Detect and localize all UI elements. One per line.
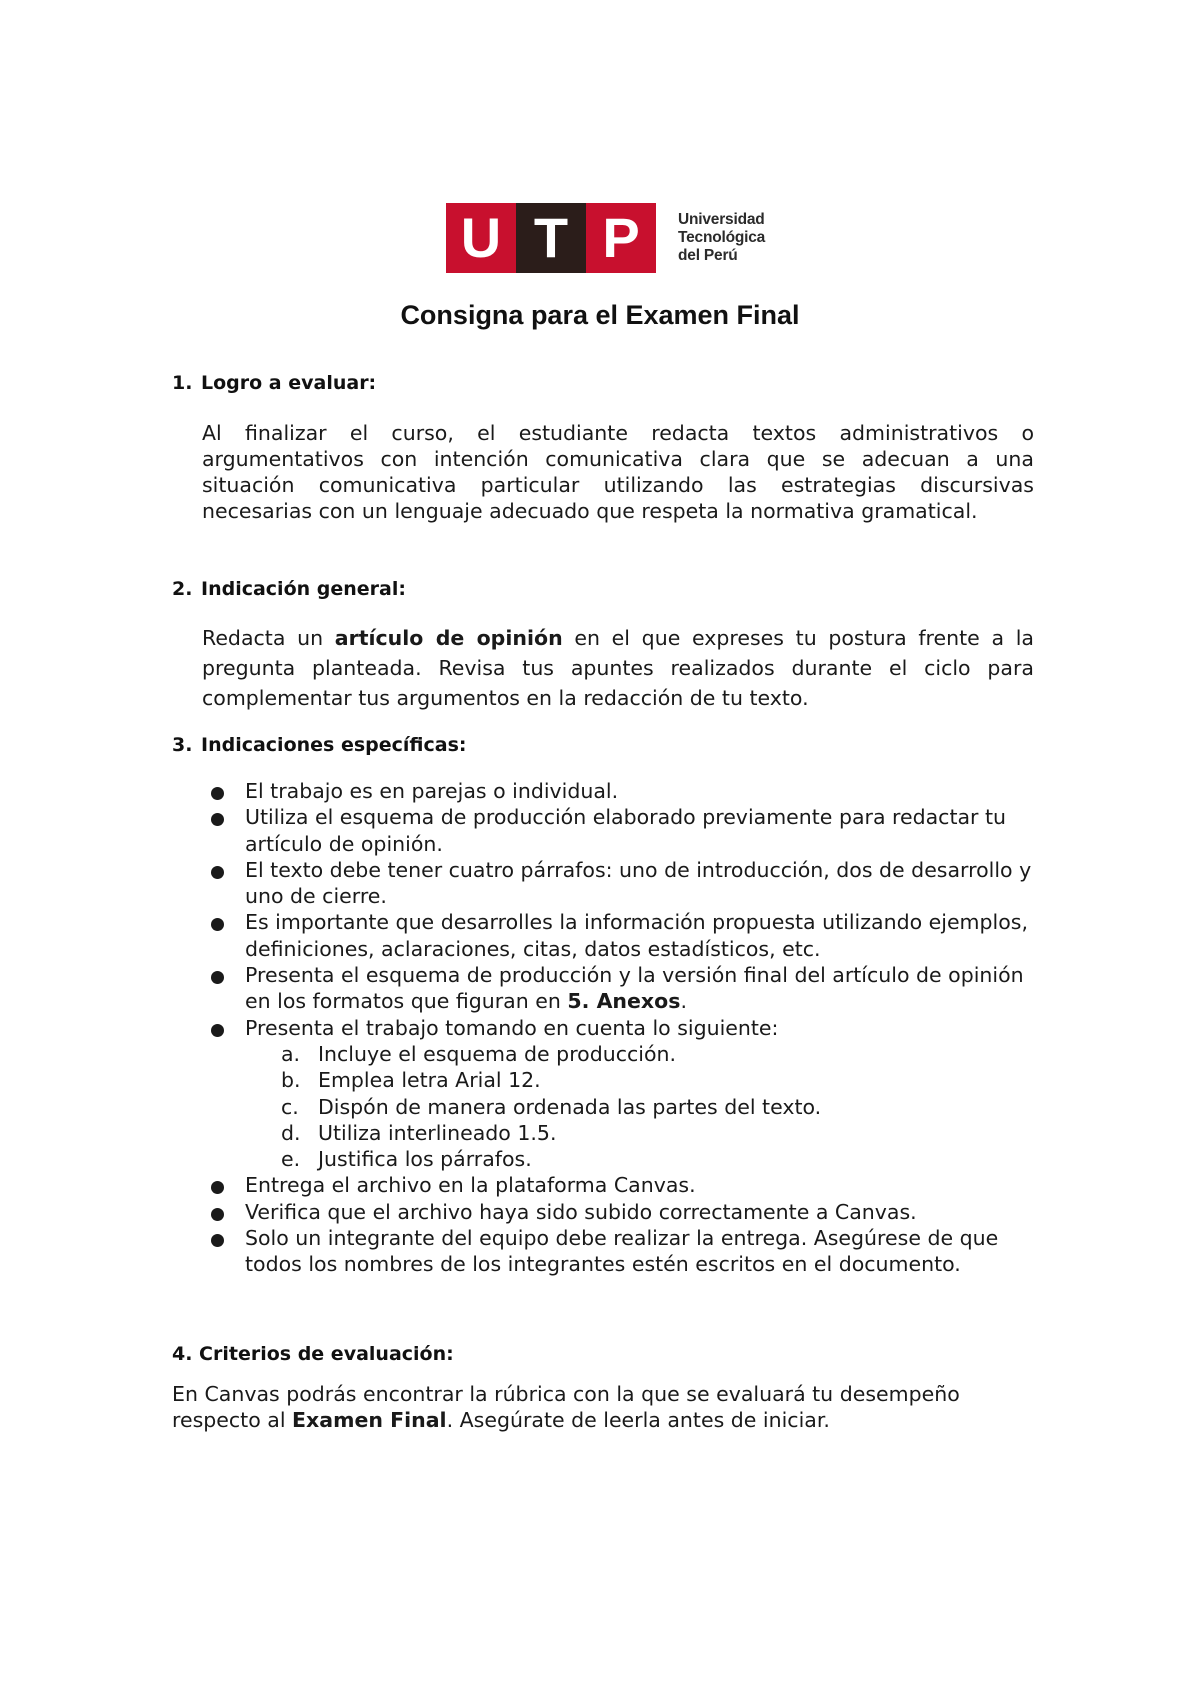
- section-1-paragraph: Al finalizar el curso, el estudiante redacta textos administrativos o argumentativos con intención comunicativa clara que se adecuan a una situación comunicativa particular utilizando las estrategias discursivas necesarias con un lenguaje adecuado que respeta la normativa gramatical.: [202, 421, 1034, 523]
- sub-list-item: [245, 1041, 1039, 1067]
- logo-letter-u: U: [446, 203, 516, 273]
- list-item-text-after: .: [680, 989, 687, 1014]
- section-4-paragraph: [172, 1381, 1052, 1433]
- section-2-heading: [172, 578, 406, 600]
- sub-item-letter: c.: [281, 1094, 299, 1119]
- list-item: Es importante que desarrolles la información propuesta utilizando ejemplos, definiciones, aclaraciones, citas, datos estadísticos, etc.: [209, 909, 1039, 962]
- logo-line-1: Universidad: [678, 211, 765, 228]
- sub-item-letter: b.: [281, 1068, 301, 1093]
- format-sublist: [245, 1041, 1039, 1172]
- list-item: [209, 1015, 1039, 1173]
- sub-item-letter: a.: [281, 1041, 301, 1066]
- list-item: [209, 962, 1039, 1015]
- page-title: Consigna para el Examen Final: [400, 300, 800, 330]
- section-2-paragraph: [202, 623, 1034, 713]
- section-2-text-before: Redacta un: [202, 626, 335, 650]
- section-2-heading-text: Indicación general:: [201, 578, 406, 600]
- list-item-text-before: Presenta el esquema de producción y la versión final del artículo de opinión en los formatos que figuran en: [245, 963, 1024, 1014]
- list-item: El trabajo es en parejas o individual.: [209, 778, 1039, 804]
- sub-item-text: Emplea letra Arial 12.: [318, 1068, 541, 1093]
- section-3-number: 3.: [172, 734, 193, 756]
- section-4-text-after: . Asegúrate de leerla antes de iniciar.: [446, 1408, 830, 1432]
- logo-letter-t: T: [516, 203, 586, 273]
- list-item-text: Presenta el trabajo tomando en cuenta lo siguiente:: [245, 1015, 779, 1040]
- section-4-heading: 4. Criterios de evaluación:: [172, 1343, 454, 1365]
- section-3-heading-text: Indicaciones específicas:: [201, 734, 467, 756]
- instructions-list: [209, 778, 1039, 1278]
- logo-letter-p: P: [586, 203, 656, 273]
- sub-item-text: Incluye el esquema de producción.: [318, 1041, 677, 1066]
- section-1-number: 1.: [172, 372, 193, 394]
- section-4-text-bold: Examen Final: [292, 1408, 447, 1432]
- list-item: Verifica que el archivo haya sido subido correctamente a Canvas.: [209, 1199, 1039, 1225]
- list-item: El texto debe tener cuatro párrafos: uno de introducción, dos de desarrollo y uno de cierre.: [209, 857, 1039, 910]
- section-4-text-before: En Canvas podrás encontrar la rúbrica con la que se evaluará tu desempeño respecto al: [172, 1382, 960, 1432]
- list-item: Solo un integrante del equipo debe realizar la entrega. Asegúrese de que todos los nombres de los integrantes estén escritos en el documento.: [209, 1225, 1039, 1278]
- sub-item-letter: d.: [281, 1120, 301, 1145]
- annex-reference: 5. Anexos: [567, 989, 681, 1014]
- sub-item-letter: e.: [281, 1147, 301, 1172]
- sub-item-text: Dispón de manera ordenada las partes del texto.: [318, 1094, 822, 1119]
- list-item: Utiliza el esquema de producción elaborado previamente para redactar tu artículo de opinión.: [209, 804, 1039, 857]
- section-2-text-after: en el que expreses tu postura frente a la pregunta planteada. Revisa tus apuntes realizados durante el ciclo para complementar tus argumentos en la redacción de tu texto.: [202, 626, 1034, 710]
- sub-item-text: Utiliza interlineado 1.5.: [318, 1120, 557, 1145]
- logo-line-2: Tecnológica: [678, 229, 766, 246]
- logo-wordmark: [678, 211, 765, 265]
- sub-list-item: [245, 1067, 1039, 1093]
- list-item: Entrega el archivo en la plataforma Canvas.: [209, 1172, 1039, 1198]
- section-1-heading: [172, 372, 376, 394]
- sub-list-item: [245, 1146, 1039, 1172]
- section-1-heading-text: Logro a evaluar:: [201, 372, 377, 394]
- logo-line-3: del Perú: [678, 247, 738, 264]
- sub-list-item: [245, 1094, 1039, 1120]
- sub-item-text: Justifica los párrafos.: [318, 1147, 532, 1172]
- sub-list-item: [245, 1120, 1039, 1146]
- section-2-text-bold: artículo de opinión: [334, 626, 563, 650]
- section-2-number: 2.: [172, 578, 193, 600]
- utp-logo: [446, 203, 765, 273]
- section-3-heading: [172, 734, 467, 756]
